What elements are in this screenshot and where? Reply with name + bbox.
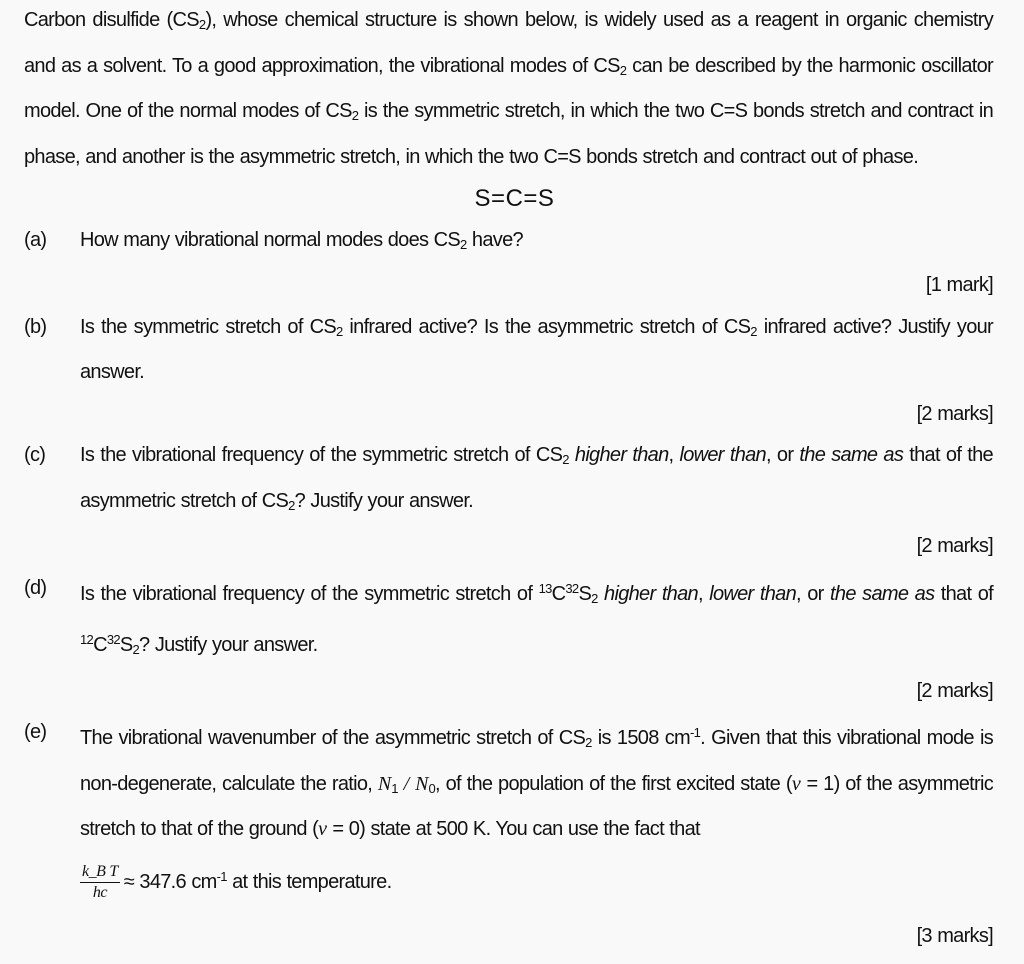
question-text — [80, 307, 993, 394]
text-segment: v — [791, 772, 801, 795]
text-segment: C — [93, 634, 107, 656]
text-segment: 12 — [80, 632, 94, 647]
text-segment: How many vibrational normal modes does CS — [80, 228, 461, 251]
text-segment: ? Justify your answer. — [294, 489, 474, 512]
text-segment: The vibrational wavenumber of the asymmetric stretch of CS — [80, 727, 586, 749]
text-segment: / — [397, 772, 416, 795]
text-segment: is 1508 cm — [591, 727, 690, 749]
fraction — [80, 862, 120, 903]
text-segment: S — [119, 634, 133, 656]
text-segment: -1 — [689, 725, 701, 740]
text-segment: higher than — [574, 444, 669, 466]
chemical-structure: S=C=S — [474, 185, 555, 212]
text-segment: the same as — [830, 582, 935, 605]
text-segment: 2 — [132, 642, 140, 657]
text-segment: Is the vibrational frequency of the symmetric stretch of — [80, 582, 539, 605]
text-segment: S — [578, 582, 592, 605]
text-segment: 32 — [106, 632, 120, 647]
text-segment: 1 — [391, 780, 398, 796]
text-segment: N — [377, 772, 392, 795]
marks: [2 marks] — [916, 402, 993, 425]
text-segment: 2 — [562, 452, 569, 467]
text-segment: = 1) of the asymmetric stretch to that of the ground ( — [80, 772, 993, 840]
text-segment: v — [318, 818, 328, 840]
question-text — [80, 568, 993, 671]
text-segment: that of — [934, 582, 993, 605]
text-segment: 2 — [198, 17, 206, 32]
text-segment: 2 — [351, 108, 359, 123]
question-d — [24, 568, 993, 671]
fraction-line — [80, 851, 993, 908]
text-segment: Carbon disulfide (CS — [24, 9, 199, 31]
text-segment: , or — [796, 582, 831, 605]
question-label: (e) — [24, 721, 47, 743]
marks: [2 marks] — [916, 679, 993, 702]
text-segment: C — [551, 582, 566, 605]
text-segment: that of the asymmetric stretch of CS — [80, 444, 993, 512]
question-label: (d) — [24, 576, 47, 599]
text-segment: . Given that this vibrational mode is non-degenerate, calculate the ratio, — [80, 727, 993, 795]
question-e — [24, 712, 993, 908]
text-segment: ), whose chemical structure is shown below, is widely used as a reagent in organic chemistry and as a solvent. To a good approximation, the vibrational modes of CS — [24, 9, 993, 77]
fraction-denominator: hc — [92, 883, 107, 901]
text-segment: lower than — [679, 444, 766, 466]
question-label: (c) — [24, 444, 46, 466]
text-segment: , or — [765, 444, 800, 466]
text-segment: = 0) state at 500 K. You can use the fact that — [327, 818, 700, 840]
text-segment: , — [668, 444, 680, 466]
question-c — [24, 435, 993, 526]
text-segment: Is the vibrational frequency of the symmetric stretch of CS — [80, 444, 563, 466]
fraction-numerator: k_B T — [80, 862, 120, 883]
text-segment: 2 — [750, 323, 757, 339]
text-segment: 2 — [460, 236, 467, 252]
question-text-body — [80, 727, 993, 840]
text-segment: is the symmetric stretch, in which the two C=S bonds stretch and contract in phase, and another is the asymmetric stretch, in which the two C=S bonds stretch and contract out of phase. — [24, 100, 993, 168]
text-segment: have? — [466, 228, 523, 251]
text-segment: 2 — [591, 590, 598, 606]
text-segment: ? Justify your answer. — [139, 634, 318, 656]
intro-paragraph — [24, 0, 993, 178]
marks: [2 marks] — [916, 535, 993, 557]
question-text — [80, 220, 993, 266]
marks: [3 marks] — [916, 924, 993, 947]
text-segment: Is the symmetric stretch of CS — [80, 315, 336, 338]
text-segment: 2 — [288, 497, 295, 513]
question-a — [24, 220, 993, 266]
text-segment: 13 — [538, 580, 552, 596]
text-segment: 32 — [565, 580, 579, 596]
question-text — [80, 712, 993, 908]
text-segment: higher than — [604, 582, 698, 605]
text-segment: -1 — [216, 868, 227, 884]
question-text — [80, 435, 993, 526]
text-segment: 2 — [335, 323, 343, 339]
text-segment: can be described by the harmonic oscillator model. One of the normal modes of CS — [24, 54, 993, 122]
text-segment: 2 — [619, 62, 627, 78]
text-segment: , of the population of the first excited state ( — [434, 772, 792, 795]
text-segment: ≈ 347.6 cm — [123, 870, 217, 893]
text-segment: at this temperature. — [226, 870, 392, 893]
text-segment: lower than — [709, 582, 797, 605]
question-label: (a) — [24, 228, 47, 251]
text-segment: the same as — [799, 444, 904, 466]
text-segment: N — [415, 772, 429, 795]
question-b — [24, 307, 993, 394]
text-segment: infrared active? Justify your answer. — [80, 315, 993, 383]
text-segment: 0 — [428, 780, 435, 796]
text-segment: 2 — [585, 735, 592, 750]
text-segment: , — [697, 582, 710, 605]
question-label: (b) — [24, 315, 47, 338]
marks: [1 mark] — [925, 274, 993, 296]
text-segment: infrared active? Is the asymmetric stretch of CS — [342, 315, 751, 338]
fraction-tail — [123, 868, 392, 893]
